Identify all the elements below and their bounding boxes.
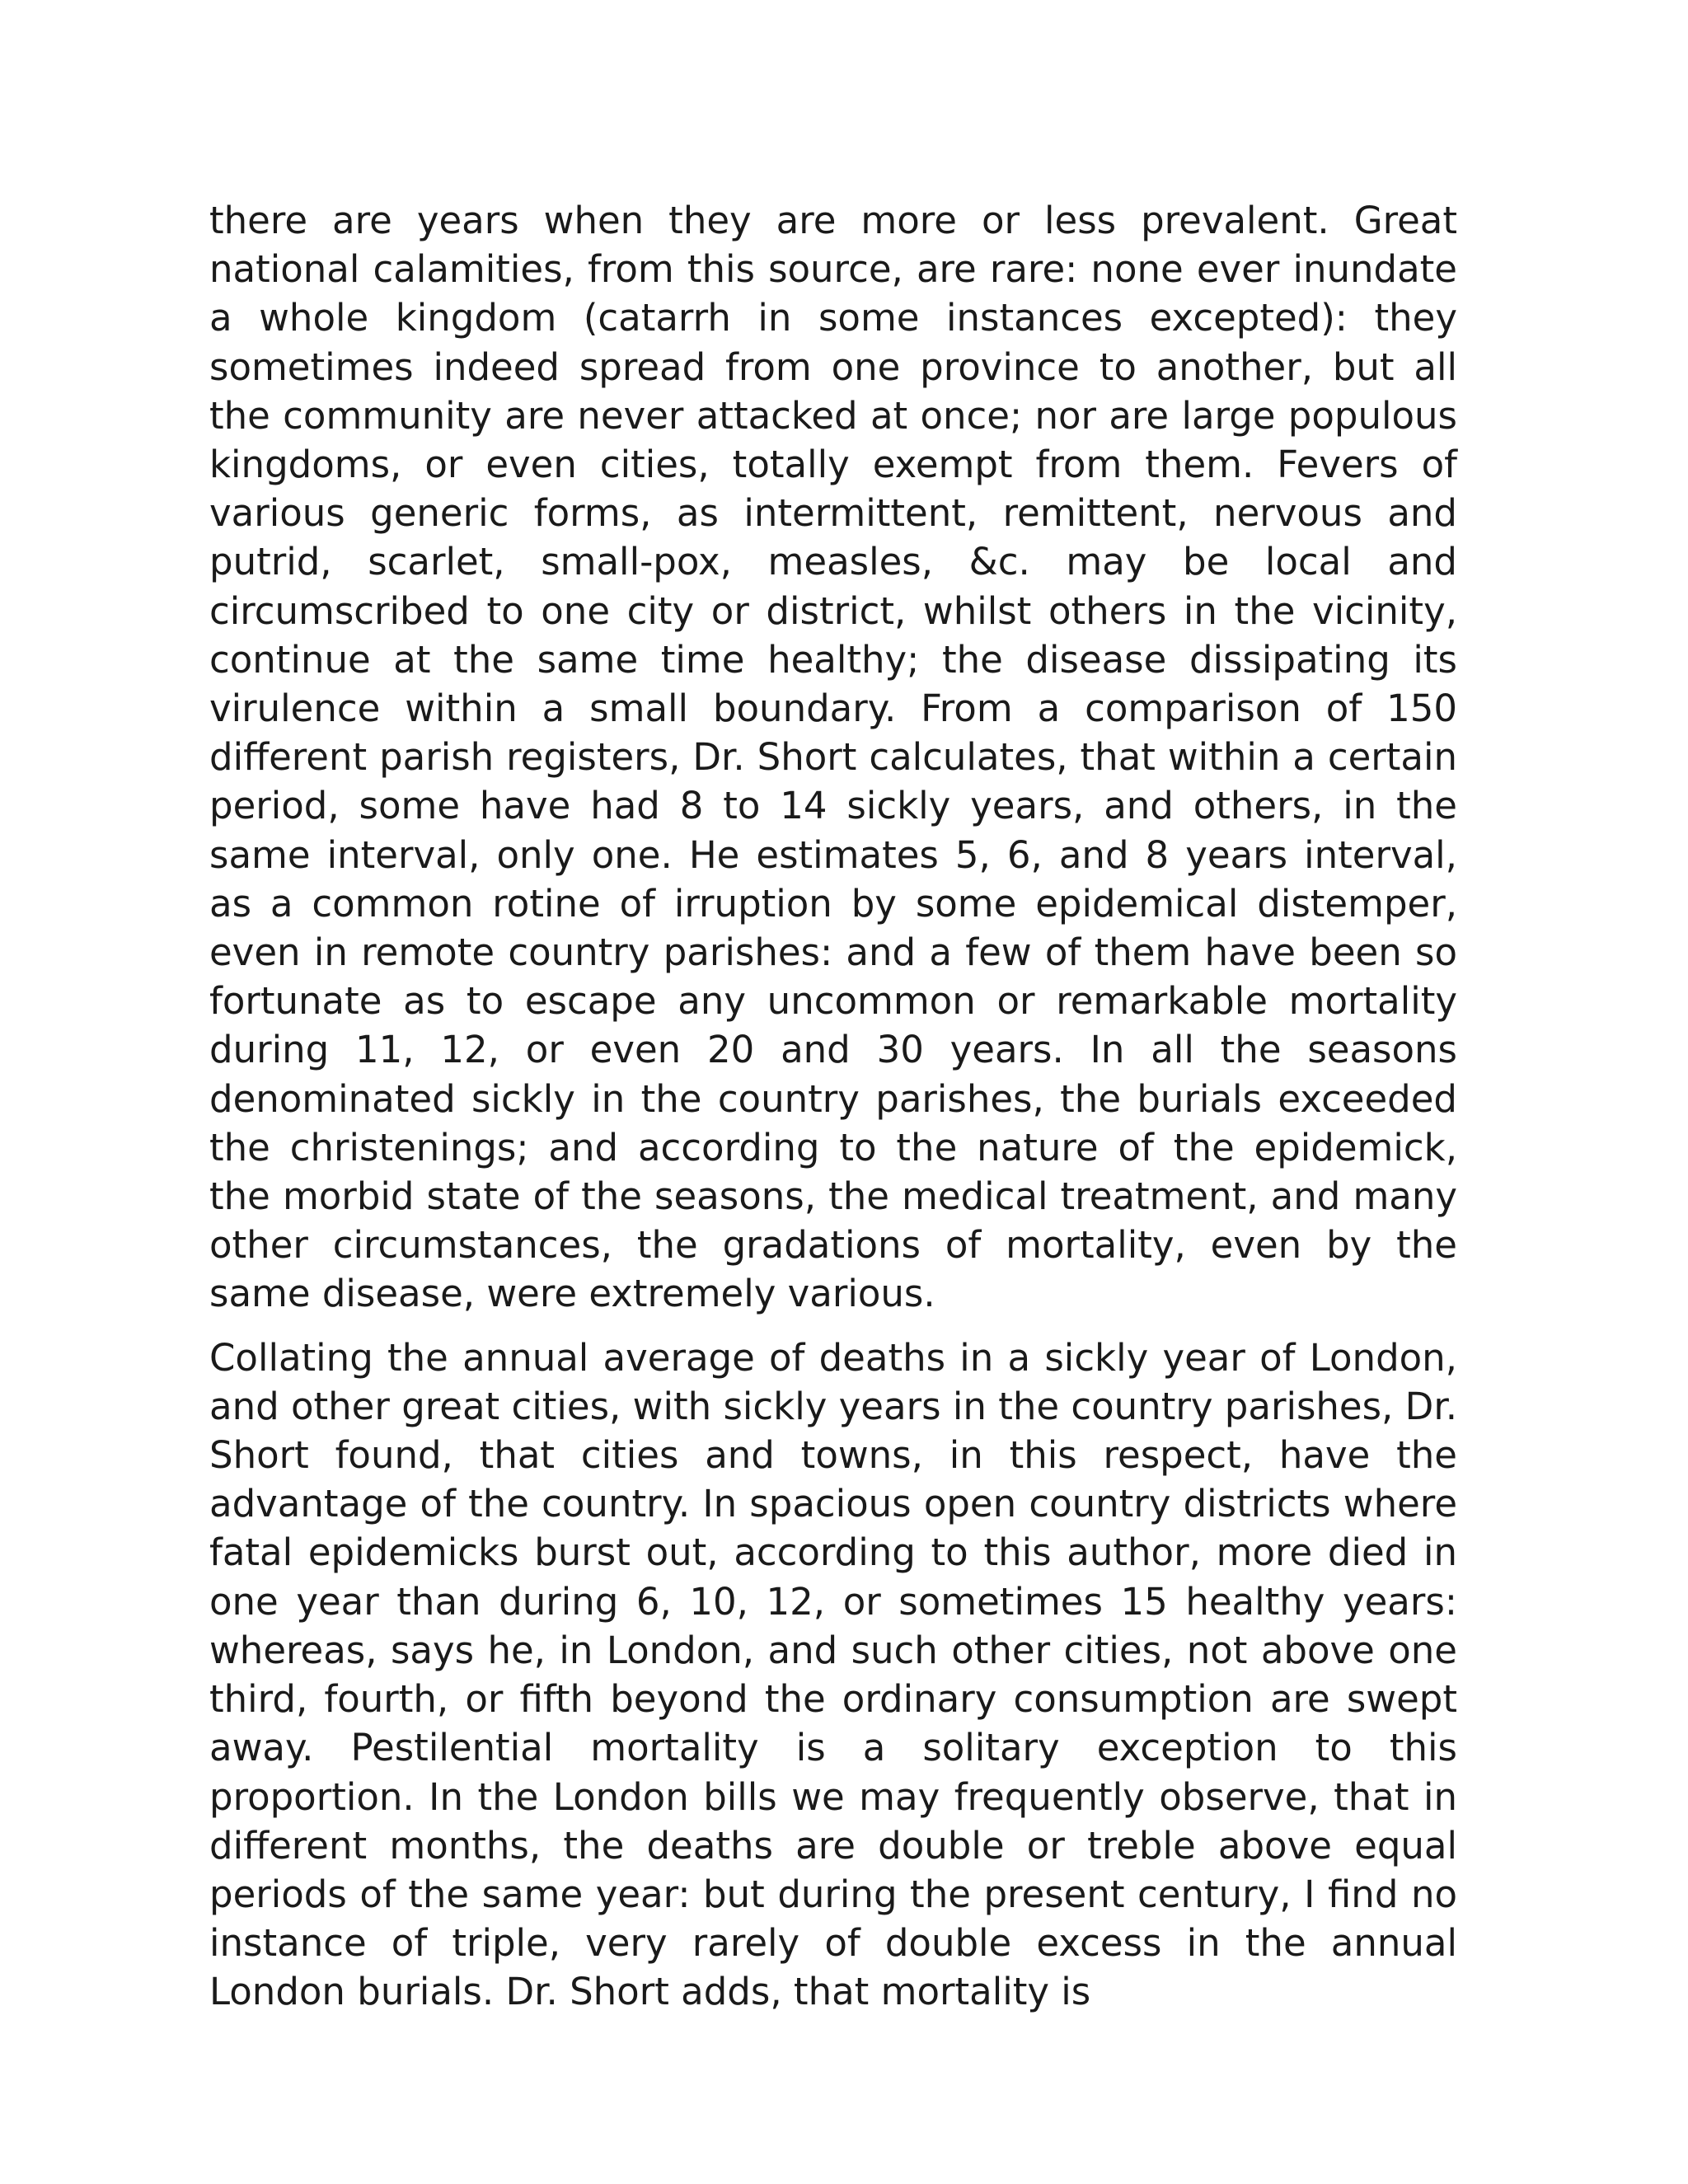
document-page <box>209 196 1457 2017</box>
body-paragraph: there are years when they are more or less prevalent. Great national calamities, from this source, are rare: none ever inundate a whole kingdom (catarrh in some instances excepted): they sometimes indeed spread from one province to another, but all the community are never attacked at once; nor are large populous kingdoms, or even cities, totally exempt from them. Fevers of various generic forms, as intermittent, remittent, nervous and putrid, scarlet, small-pox, measles, &c. may be local and circumscribed to one city or district, whilst others in the vicinity, continue at the same time healthy; the disease dissipating its virulence within a small boundary. From a comparison of 150 different parish registers, Dr. Short calculates, that within a certain period, some have had 8 to 14 sickly years, and others, in the same interval, only one. He estimates 5, 6, and 8 years interval, as a common rotine of irruption by some epidemical distemper, even in remote country parishes: and a few of them have been so fortunate as to escape any uncommon or remarkable mortality during 11, 12, or even 20 and 30 years. In all the seasons denominated sickly in the country parishes, the burials exceeded the christenings; and according to the nature of the epidemick, the morbid state of the seasons, the medical treatment, and many other circumstances, the gradations of mortality, even by the same disease, were extremely various. <box>209 199 1457 1316</box>
body-paragraph: Collating the annual average of deaths in a sickly year of London, and other great cities, with sickly years in the country parishes, Dr. Short found, that cities and towns, in this respect, have the advantage of the country. In spacious open country districts where fatal epidemicks burst out, according to this author, more died in one year than during 6, 10, 12, or sometimes 15 healthy years: whereas, says he, in London, and such other cities, not above one third, fourth, or fifth beyond the ordinary consumption are swept away. Pestilential mortality is a solitary exception to this proportion. In the London bills we may frequently observe, that in different months, the deaths are double or treble above equal periods of the same year: but during the present century, I find no instance of triple, very rarely of double excess in the annual London burials. Dr. Short adds, that mortality is <box>209 1335 1457 2014</box>
